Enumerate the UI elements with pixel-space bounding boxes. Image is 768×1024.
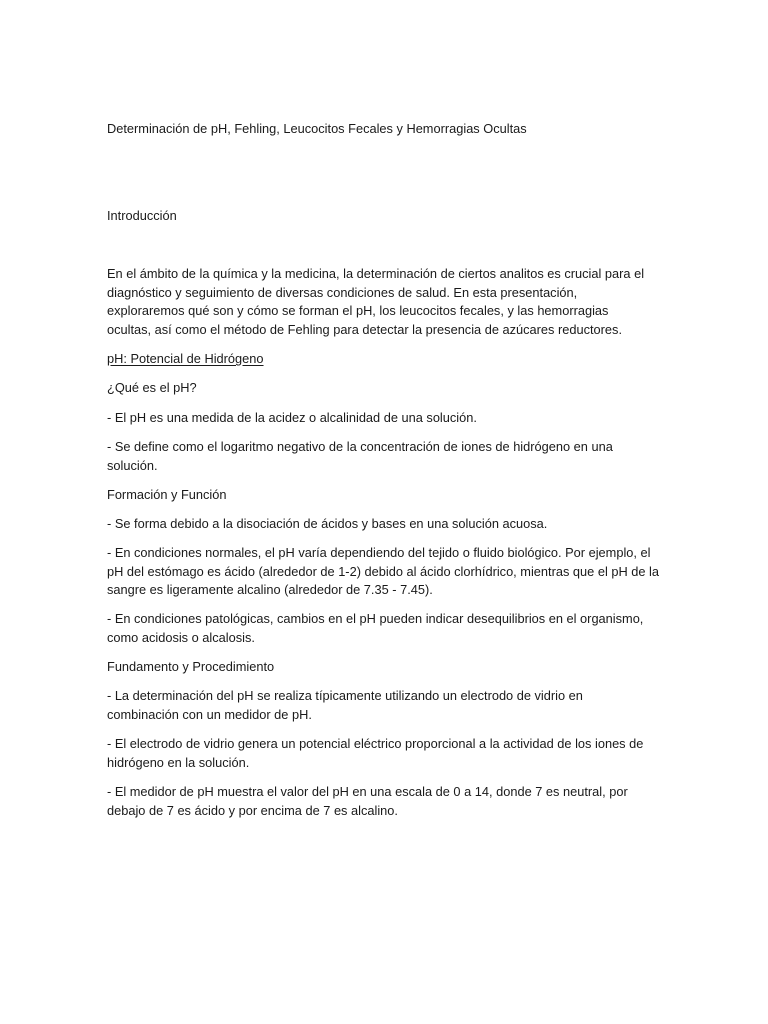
what-is-ph-heading: ¿Qué es el pH? [107,380,197,395]
formation-point-3: - En condiciones patológicas, cambios en el pH pueden indicar desequilibrios en el organismo, como acidosis o alcalosis. [107,611,644,645]
ph-heading: pH: Potencial de Hidrógeno [107,351,264,366]
formation-point-2: - En condiciones normales, el pH varía dependiendo del tejido o fluido biológico. Por ejemplo, el pH del estómago es ácido (alrededor de 1-2) debido al ácido clorhídrico, mientras que el pH de la sangre es ligeramente alcalino (alrededor de 7.35 - 7.45). [107,545,660,598]
formation-heading: Formación y Función [107,487,227,502]
procedure-point-3: - El medidor de pH muestra el valor del pH en una escala de 0 a 14, donde 7 es neutral, por debajo de 7 es ácido y por encima de 7 es alcalino. [107,784,628,818]
procedure-point-1: - La determinación del pH se realiza típicamente utilizando un electrodo de vidrio en combinación con un medidor de pH. [107,688,583,722]
procedure-heading: Fundamento y Procedimiento [107,659,275,674]
formation-point-1: - Se forma debido a la disociación de ácidos y bases en una solución acuosa. [107,516,548,531]
intro-heading: Introducción [107,208,177,223]
ph-point-1: - El pH es una medida de la acidez o alcalinidad de una solución. [107,410,477,425]
intro-paragraph: En el ámbito de la química y la medicina, la determinación de ciertos analitos es crucial para el diagnóstico y seguimiento de diversas condiciones de salud. En esta presentación, exploraremos qué son y cómo se forman el pH, los leucocitos fecales, y las hemorragias ocultas, así como el método de Fehling para detectar la presencia de azúcares reductores. [107,266,645,337]
document-title: Determinación de pH, Fehling, Leucocitos Fecales y Hemorragias Ocultas [107,121,527,136]
procedure-point-2: - El electrodo de vidrio genera un potencial eléctrico proporcional a la actividad de los iones de hidrógeno en la solución. [107,736,644,770]
ph-point-2: - Se define como el logaritmo negativo de la concentración de iones de hidrógeno en una solución. [107,439,613,473]
